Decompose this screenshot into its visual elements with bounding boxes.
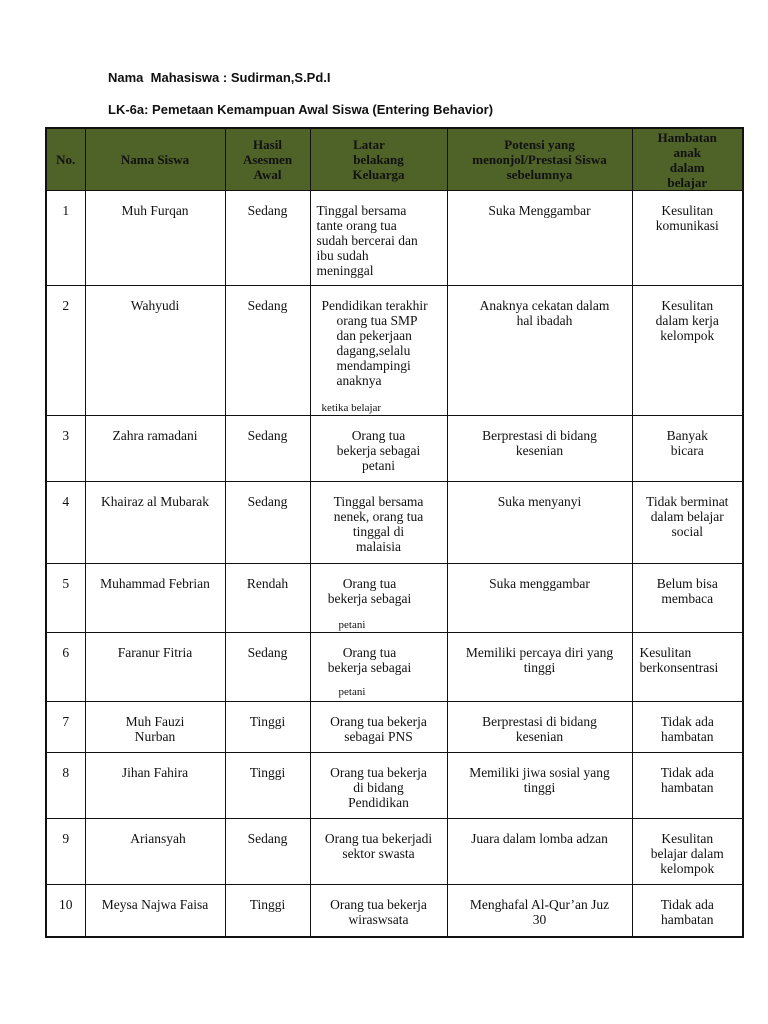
cell-potential-text: Berprestasi di bidang kesenian bbox=[482, 714, 597, 744]
cell-no-text: 4 bbox=[62, 494, 70, 509]
cell-background-text: Orang tua bekerja wiraswsata bbox=[330, 897, 427, 927]
cell-name-text: Muhammad Febrian bbox=[100, 576, 210, 591]
cell-result bbox=[225, 191, 310, 286]
cell-no bbox=[46, 819, 85, 885]
cell-background bbox=[310, 286, 447, 416]
cell-obstacle-text: Belum bisa membaca bbox=[656, 576, 718, 606]
cell-obstacle-text: Tidak ada hambatan bbox=[660, 897, 714, 927]
cell-name-text: Wahyudi bbox=[130, 298, 180, 313]
column-header-family-background: Latar belakang Keluarga bbox=[310, 128, 447, 191]
cell-name-text: Jihan Fahira bbox=[121, 765, 189, 780]
table-row bbox=[46, 564, 743, 633]
cell-name bbox=[85, 885, 225, 937]
entering-behavior-table bbox=[45, 127, 744, 938]
cell-obstacle-text: Tidak ada hambatan bbox=[660, 714, 714, 744]
cell-obstacle-text: Tidak berminat dalam belajar social bbox=[646, 494, 729, 539]
cell-name-text: Khairaz al Mubarak bbox=[101, 494, 209, 509]
cell-obstacle-text: Kesulitan belajar dalam kelompok bbox=[650, 831, 724, 876]
cell-result bbox=[225, 885, 310, 937]
cell-result bbox=[225, 416, 310, 482]
cell-potential bbox=[447, 753, 632, 819]
cell-result-text: Sedang bbox=[247, 298, 288, 313]
cell-name bbox=[85, 753, 225, 819]
cell-no bbox=[46, 564, 85, 633]
cell-background-extra-text: ketika belajar bbox=[321, 402, 382, 414]
cell-obstacle bbox=[632, 819, 743, 885]
cell-no-text: 8 bbox=[62, 765, 70, 780]
cell-background-text: Orang tua bekerjadi sektor swasta bbox=[324, 831, 433, 861]
column-header-no: No. bbox=[46, 128, 85, 191]
cell-background bbox=[310, 191, 447, 286]
cell-obstacle bbox=[632, 416, 743, 482]
cell-obstacle-text: Kesulitan komunikasi bbox=[655, 203, 719, 233]
cell-background-text: Orang tua bekerja di bidang Pendidikan bbox=[330, 765, 427, 810]
cell-name bbox=[85, 819, 225, 885]
cell-potential-text: Suka menyanyi bbox=[497, 494, 582, 509]
cell-background-text: Tinggal bersama nenek, orang tua tinggal di malaisia bbox=[333, 494, 424, 554]
cell-result-text: Sedang bbox=[247, 831, 288, 846]
cell-result bbox=[225, 819, 310, 885]
cell-background-text: Pendidikan terakhir orang tua SMP dan pekerjaan dagang,selalu mendampingi anaknya bbox=[321, 298, 428, 388]
cell-name bbox=[85, 633, 225, 702]
cell-name bbox=[85, 286, 225, 416]
cell-no-text: 7 bbox=[62, 714, 70, 729]
table-row bbox=[46, 416, 743, 482]
cell-no bbox=[46, 702, 85, 753]
cell-potential bbox=[447, 286, 632, 416]
cell-no bbox=[46, 286, 85, 416]
cell-potential-text: Suka menggambar bbox=[489, 576, 590, 591]
table-row bbox=[46, 286, 743, 416]
cell-potential-text: Berprestasi di bidang kesenian bbox=[482, 428, 597, 458]
cell-name-text: Muh Fauzi Nurban bbox=[125, 714, 185, 744]
cell-name-text: Ariansyah bbox=[130, 831, 186, 846]
cell-result-text: Tinggi bbox=[249, 897, 286, 912]
table-row bbox=[46, 482, 743, 564]
table-header-row bbox=[46, 128, 743, 191]
cell-result bbox=[225, 482, 310, 564]
table-row bbox=[46, 753, 743, 819]
cell-background-text: Orang tua bekerja sebagai bbox=[327, 576, 412, 606]
column-header-potential: Potensi yang menonjol/Prestasi Siswa sebelumnya bbox=[447, 128, 632, 191]
cell-background-text: Tinggal bersama tante orang tua sudah bercerai dan ibu sudah meninggal bbox=[316, 203, 418, 278]
cell-result-text: Sedang bbox=[247, 428, 288, 443]
cell-no-text: 1 bbox=[62, 203, 70, 218]
cell-obstacle-text: Kesulitan dalam kerja kelompok bbox=[655, 298, 719, 343]
cell-name-text: Zahra ramadani bbox=[112, 428, 198, 443]
cell-background-extra-text: petani bbox=[338, 686, 366, 698]
cell-name-text: Faranur Fitria bbox=[117, 645, 193, 660]
cell-obstacle bbox=[632, 885, 743, 937]
cell-obstacle bbox=[632, 702, 743, 753]
cell-potential-text: Memiliki percaya diri yang tinggi bbox=[465, 645, 614, 675]
cell-obstacle bbox=[632, 286, 743, 416]
cell-background bbox=[310, 702, 447, 753]
cell-obstacle-text: Kesulitan berkonsentrasi bbox=[639, 645, 719, 675]
cell-name bbox=[85, 482, 225, 564]
cell-potential bbox=[447, 885, 632, 937]
cell-potential-text: Juara dalam lomba adzan bbox=[471, 831, 608, 846]
cell-background-text: Orang tua bekerja sebagai petani bbox=[336, 428, 421, 473]
cell-potential bbox=[447, 633, 632, 702]
cell-result-text: Rendah bbox=[246, 576, 289, 591]
cell-potential bbox=[447, 702, 632, 753]
cell-result-text: Sedang bbox=[247, 494, 288, 509]
table-row bbox=[46, 633, 743, 702]
cell-name bbox=[85, 416, 225, 482]
cell-obstacle bbox=[632, 633, 743, 702]
document-title: LK-6a: Pemetaan Kemampuan Awal Siswa (Entering Behavior) bbox=[108, 102, 494, 117]
cell-potential bbox=[447, 564, 632, 633]
cell-no-text: 10 bbox=[59, 897, 73, 912]
column-header-assessment-result: Hasil Asesmen Awal bbox=[225, 128, 310, 191]
cell-name bbox=[85, 702, 225, 753]
cell-name bbox=[85, 191, 225, 286]
cell-name bbox=[85, 564, 225, 633]
cell-obstacle bbox=[632, 564, 743, 633]
table-row bbox=[46, 702, 743, 753]
cell-no bbox=[46, 191, 85, 286]
column-header-learning-obstacle: Hambatan anak dalam belajar bbox=[632, 128, 743, 191]
cell-obstacle-text: Tidak ada hambatan bbox=[660, 765, 714, 795]
cell-no-text: 3 bbox=[62, 428, 70, 443]
student-name-line: Nama Mahasiswa : Sudirman,S.Pd.I bbox=[108, 70, 331, 85]
cell-result-text: Sedang bbox=[247, 203, 288, 218]
cell-result-text: Tinggi bbox=[249, 714, 286, 729]
cell-result bbox=[225, 633, 310, 702]
cell-obstacle bbox=[632, 191, 743, 286]
cell-background bbox=[310, 564, 447, 633]
cell-potential-text: Suka Menggambar bbox=[488, 203, 591, 218]
cell-result-text: Tinggi bbox=[249, 765, 286, 780]
cell-background bbox=[310, 633, 447, 702]
cell-no bbox=[46, 885, 85, 937]
cell-result bbox=[225, 702, 310, 753]
cell-result bbox=[225, 753, 310, 819]
cell-potential bbox=[447, 819, 632, 885]
column-header-student-name: Nama Siswa bbox=[85, 128, 225, 191]
cell-background bbox=[310, 753, 447, 819]
cell-potential bbox=[447, 416, 632, 482]
table-row bbox=[46, 191, 743, 286]
cell-result bbox=[225, 564, 310, 633]
cell-potential bbox=[447, 191, 632, 286]
cell-no bbox=[46, 633, 85, 702]
cell-background bbox=[310, 416, 447, 482]
cell-no-text: 2 bbox=[62, 298, 70, 313]
cell-obstacle bbox=[632, 753, 743, 819]
cell-no-text: 9 bbox=[62, 831, 70, 846]
cell-potential bbox=[447, 482, 632, 564]
cell-background bbox=[310, 885, 447, 937]
cell-name-text: Muh Furqan bbox=[121, 203, 189, 218]
cell-result bbox=[225, 286, 310, 416]
cell-name-text: Meysa Najwa Faisa bbox=[101, 897, 209, 912]
cell-potential-text: Memiliki jiwa sosial yang tinggi bbox=[469, 765, 610, 795]
cell-potential-text: Menghafal Al-Qur’an Juz 30 bbox=[469, 897, 610, 927]
table-body bbox=[46, 191, 743, 937]
cell-background-text: Orang tua bekerja sebagai bbox=[327, 645, 412, 675]
cell-result-text: Sedang bbox=[247, 645, 288, 660]
cell-no bbox=[46, 753, 85, 819]
cell-background bbox=[310, 819, 447, 885]
table-row bbox=[46, 819, 743, 885]
cell-background bbox=[310, 482, 447, 564]
cell-no-text: 6 bbox=[62, 645, 70, 660]
cell-no bbox=[46, 482, 85, 564]
cell-background-extra-text: petani bbox=[338, 619, 366, 631]
cell-obstacle bbox=[632, 482, 743, 564]
cell-potential-text: Anaknya cekatan dalam hal ibadah bbox=[479, 298, 610, 328]
cell-no bbox=[46, 416, 85, 482]
cell-obstacle-text: Banyak bicara bbox=[666, 428, 708, 458]
cell-background-text: Orang tua bekerja sebagai PNS bbox=[330, 714, 427, 744]
table-row bbox=[46, 885, 743, 937]
cell-no-text: 5 bbox=[62, 576, 70, 591]
